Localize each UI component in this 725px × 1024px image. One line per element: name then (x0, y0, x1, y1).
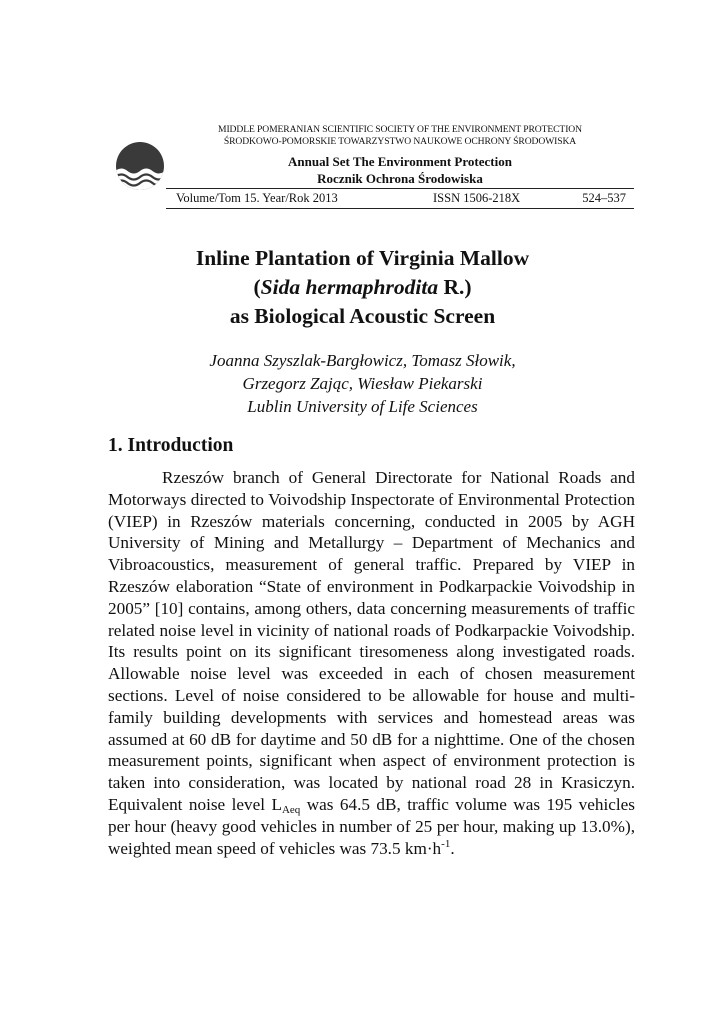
volume-bar (166, 188, 634, 209)
page-range: 524–537 (582, 191, 626, 205)
superscript-exponent: -1 (441, 837, 451, 850)
title-line-2 (90, 273, 635, 302)
society-name-pl: ŚRODKOWO-POMORSKIE TOWARZYSTWO NAUKOWE OCHRONY ŚRODOWISKA (223, 136, 577, 147)
society-logo-icon (115, 141, 165, 191)
section-heading: 1. Introduction (108, 435, 234, 456)
body-paragraph (108, 467, 635, 859)
authors-line-2: Grzegorz Zając, Wiesław Piekarski (242, 374, 483, 393)
journal-title (166, 153, 634, 187)
subscript-aeq: Aeq (281, 803, 301, 816)
society-header (166, 124, 634, 148)
title-line-1: Inline Plantation of Virginia Mallow (195, 246, 530, 270)
title-line-3: as Biological Acoustic Screen (229, 304, 496, 328)
paragraph-text-1: Rzeszów branch of General Directorate for National Roads and Motorways directed to Voivodship Inspectorate of Environmental Protection (VIEP) in Rzeszów materials concerning, conducted in 2005 by AGH University of Mining and Metallurgy – Department of Mechanics and Vibroacoustics, measurement of general traffic. Prepared by VIEP in Rzeszów elaboration “State of environment in Podkarpackie Voivodship in 2005” [10] contains, among others, data concerning measurements of traffic related noise level in vicinity of national roads of Podkarpackie Voivodship. Its results point on its significant tiresomeness along investigated roads. Allowable noise level was exceeded in each of chosen measurement sections. Level of noise considered to be allowable for house and multi-family building developments with services and homestead areas was assumed at 60 dB for daytime and 50 dB for a nighttime. One of the chosen measurement points, significant when aspect of environment protection is taken into consideration, was located by national road 28 in Krasiczyn. Equivalent noise level L (108, 468, 635, 814)
volume-year: Volume/Tom 15. Year/Rok 2013 (176, 191, 338, 205)
authors-line-1: Joanna Szyszlak-Bargłowicz, Tomasz Słowik, (209, 351, 516, 370)
society-name-en: MIDDLE POMERANIAN SCIENTIFIC SOCIETY OF THE ENVIRONMENT PROTECTION (218, 124, 582, 135)
title-species-rest: R.) (438, 275, 472, 299)
title-species: Sida hermaphrodita (260, 275, 439, 299)
authors-block (90, 349, 635, 418)
issn: ISSN 1506-218X (433, 191, 521, 205)
affiliation: Lublin University of Life Sciences (247, 397, 478, 416)
paragraph-end: . (450, 838, 455, 858)
paper-title (90, 244, 635, 331)
paragraph-text-2: was 64.5 dB, traffic volume was 195 vehicles per hour (heavy good vehicles in number of 25 per hour, making up 13.0%), weighted mean speed of vehicles was 73.5 km·h (108, 794, 635, 858)
journal-title-pl: Rocznik Ochrona Środowiska (317, 171, 483, 186)
journal-title-en: Annual Set The Environment Protection (288, 154, 512, 169)
title-paren: ( (253, 275, 261, 299)
